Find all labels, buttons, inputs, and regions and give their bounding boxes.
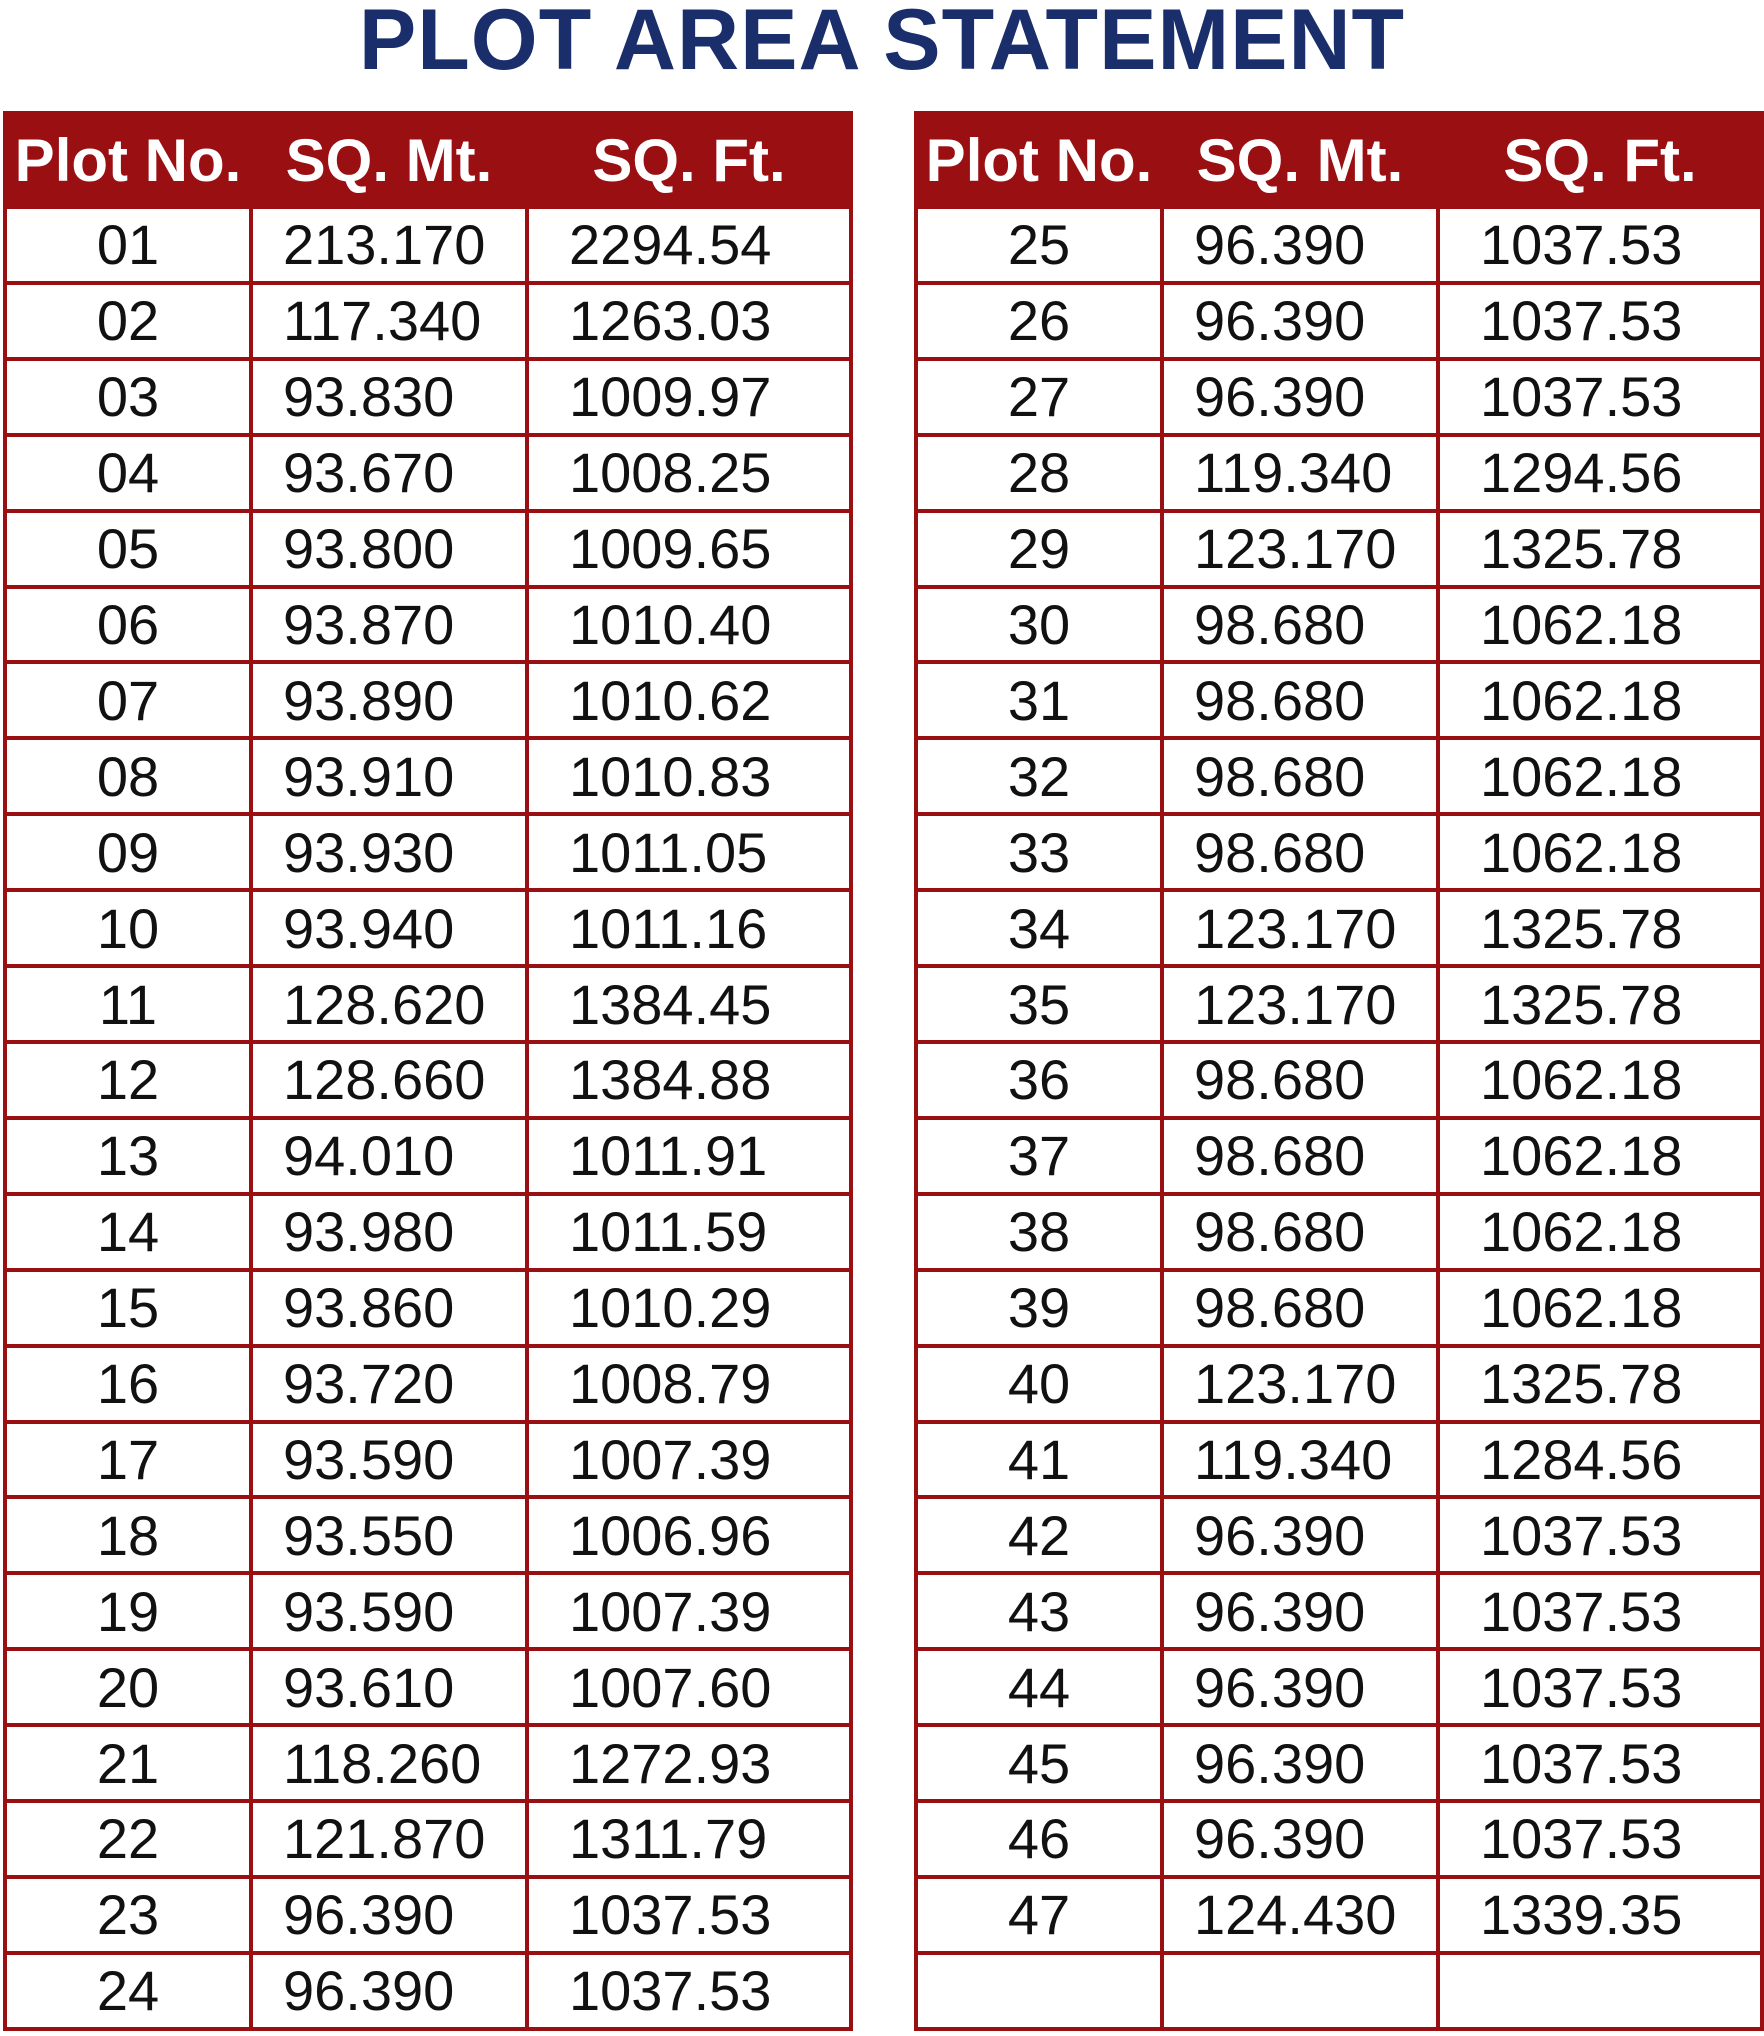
sq-ft-cell: 1011.91 — [527, 1118, 851, 1194]
plot-number-cell: 22 — [5, 1801, 251, 1877]
sq-ft-cell: 1037.53 — [1438, 359, 1762, 435]
table-row — [5, 814, 851, 890]
plot-number-cell: 25 — [916, 207, 1162, 283]
table-row — [5, 1194, 851, 1270]
plot-number-cell: 09 — [5, 814, 251, 890]
table-row — [5, 1573, 851, 1649]
table-row — [916, 890, 1762, 966]
sq-mt-cell: 96.390 — [1162, 1649, 1438, 1725]
plot-number-cell: 35 — [916, 966, 1162, 1042]
sq-ft-cell: 1062.18 — [1438, 738, 1762, 814]
sq-mt-cell: 119.340 — [1162, 435, 1438, 511]
table-row — [916, 966, 1762, 1042]
table-row — [916, 1649, 1762, 1725]
page-title: PLOT AREA STATEMENT — [358, 0, 1406, 88]
plot-number-cell: 41 — [916, 1422, 1162, 1498]
plot-number-cell: 40 — [916, 1346, 1162, 1422]
plot-number-cell: 30 — [916, 587, 1162, 663]
plot-number-cell: 20 — [5, 1649, 251, 1725]
sq-ft-cell: 1008.79 — [527, 1346, 851, 1422]
column-header-sq-ft: SQ. Ft. — [527, 113, 851, 207]
table-row — [916, 283, 1762, 359]
plot-number-cell: 43 — [916, 1573, 1162, 1649]
sq-ft-cell: 1037.53 — [1438, 207, 1762, 283]
plot-number-cell: 27 — [916, 359, 1162, 435]
sq-mt-cell: 93.890 — [251, 662, 527, 738]
sq-ft-cell: 1006.96 — [527, 1497, 851, 1573]
table-row — [916, 1346, 1762, 1422]
table-row — [916, 1497, 1762, 1573]
plot-number-cell: 26 — [916, 283, 1162, 359]
sq-mt-cell: 123.170 — [1162, 890, 1438, 966]
plot-number-cell: 13 — [5, 1118, 251, 1194]
plot-number-cell: 04 — [5, 435, 251, 511]
plot-number-cell: 31 — [916, 662, 1162, 738]
column-header-sq-mt: SQ. Mt. — [251, 113, 527, 207]
table-row — [916, 1118, 1762, 1194]
sq-mt-cell: 94.010 — [251, 1118, 527, 1194]
sq-mt-cell: 96.390 — [1162, 1801, 1438, 1877]
sq-ft-cell: 1011.59 — [527, 1194, 851, 1270]
table-row — [916, 1725, 1762, 1801]
sq-ft-cell: 1339.35 — [1438, 1877, 1762, 1953]
sq-ft-cell: 1010.83 — [527, 738, 851, 814]
sq-ft-cell: 1009.65 — [527, 511, 851, 587]
sq-mt-cell: 98.680 — [1162, 1042, 1438, 1118]
plot-number-cell: 17 — [5, 1422, 251, 1498]
plot-number-cell: 18 — [5, 1497, 251, 1573]
sq-ft-cell: 1062.18 — [1438, 587, 1762, 663]
sq-ft-cell: 1010.29 — [527, 1270, 851, 1346]
sq-mt-cell: 93.870 — [251, 587, 527, 663]
table-row — [916, 511, 1762, 587]
table-row — [5, 966, 851, 1042]
sq-ft-cell: 1384.45 — [527, 966, 851, 1042]
sq-mt-cell: 117.340 — [251, 283, 527, 359]
table-row — [5, 738, 851, 814]
plot-number-cell: 37 — [916, 1118, 1162, 1194]
table-header-row — [5, 113, 851, 207]
table-row — [5, 1346, 851, 1422]
sq-ft-cell: 1007.39 — [527, 1422, 851, 1498]
plot-number-cell: 34 — [916, 890, 1162, 966]
plot-number-cell: 24 — [5, 1953, 251, 2029]
table-row — [5, 359, 851, 435]
plot-number-cell: 23 — [5, 1877, 251, 1953]
sq-ft-cell: 1037.53 — [1438, 1497, 1762, 1573]
plot-number-cell: 05 — [5, 511, 251, 587]
table-row — [916, 1953, 1762, 2029]
sq-ft-cell: 1009.97 — [527, 359, 851, 435]
plot-number-cell: 42 — [916, 1497, 1162, 1573]
sq-mt-cell: 93.590 — [251, 1573, 527, 1649]
table-row — [5, 662, 851, 738]
sq-ft-cell: 1007.60 — [527, 1649, 851, 1725]
table-row — [5, 1877, 851, 1953]
plot-number-cell: 44 — [916, 1649, 1162, 1725]
table-row — [5, 890, 851, 966]
table-row — [916, 207, 1762, 283]
sq-mt-cell: 96.390 — [251, 1877, 527, 1953]
sq-mt-cell: 93.940 — [251, 890, 527, 966]
sq-mt-cell: 128.620 — [251, 966, 527, 1042]
plot-number-cell: 03 — [5, 359, 251, 435]
sq-ft-cell: 1010.40 — [527, 587, 851, 663]
sq-ft-cell: 1384.88 — [527, 1042, 851, 1118]
sq-ft-cell: 1037.53 — [1438, 1801, 1762, 1877]
plot-number-cell: 07 — [5, 662, 251, 738]
plot-number-cell: 32 — [916, 738, 1162, 814]
sq-mt-cell: 98.680 — [1162, 1194, 1438, 1270]
table-row — [916, 1270, 1762, 1346]
column-header-plot-no: Plot No. — [916, 113, 1162, 207]
sq-ft-cell: 1062.18 — [1438, 814, 1762, 890]
sq-ft-cell: 1062.18 — [1438, 1042, 1762, 1118]
table-row — [5, 1649, 851, 1725]
plot-number-cell: 38 — [916, 1194, 1162, 1270]
sq-mt-cell: 96.390 — [1162, 1725, 1438, 1801]
sq-mt-cell: 98.680 — [1162, 1118, 1438, 1194]
sq-mt-cell: 123.170 — [1162, 511, 1438, 587]
plot-number-cell: 06 — [5, 587, 251, 663]
sq-mt-cell: 96.390 — [1162, 207, 1438, 283]
sq-ft-cell: 1010.62 — [527, 662, 851, 738]
table-row — [916, 1573, 1762, 1649]
sq-ft-cell: 1062.18 — [1438, 1194, 1762, 1270]
table-row — [5, 587, 851, 663]
sq-ft-cell: 1272.93 — [527, 1725, 851, 1801]
sq-mt-cell: 93.550 — [251, 1497, 527, 1573]
sq-ft-cell: 1325.78 — [1438, 966, 1762, 1042]
sq-mt-cell: 93.670 — [251, 435, 527, 511]
table-row — [5, 1953, 851, 2029]
table-row — [916, 359, 1762, 435]
plot-number-cell: 01 — [5, 207, 251, 283]
column-header-sq-ft: SQ. Ft. — [1438, 113, 1762, 207]
sq-mt-cell: 123.170 — [1162, 966, 1438, 1042]
table-row — [5, 283, 851, 359]
sq-mt-cell: 93.830 — [251, 359, 527, 435]
table-row — [5, 435, 851, 511]
plot-number-cell: 08 — [5, 738, 251, 814]
table-row — [916, 1422, 1762, 1498]
sq-mt-cell: 118.260 — [251, 1725, 527, 1801]
table-row — [916, 435, 1762, 511]
sq-ft-cell: 1037.53 — [1438, 1573, 1762, 1649]
table-row — [916, 662, 1762, 738]
sq-mt-cell: 98.680 — [1162, 738, 1438, 814]
table-row — [916, 814, 1762, 890]
sq-mt-cell — [1162, 1953, 1438, 2029]
table-header-row — [916, 113, 1762, 207]
sq-ft-cell: 2294.54 — [527, 207, 851, 283]
plot-number-cell: 36 — [916, 1042, 1162, 1118]
plot-number-cell: 47 — [916, 1877, 1162, 1953]
sq-ft-cell: 1062.18 — [1438, 1118, 1762, 1194]
table-row — [916, 1801, 1762, 1877]
plot-number-cell: 45 — [916, 1725, 1162, 1801]
plot-number-cell: 10 — [5, 890, 251, 966]
sq-ft-cell: 1011.05 — [527, 814, 851, 890]
sq-mt-cell: 98.680 — [1162, 1270, 1438, 1346]
plot-table-right — [914, 111, 1764, 2031]
sq-mt-cell: 98.680 — [1162, 587, 1438, 663]
sq-mt-cell: 96.390 — [1162, 359, 1438, 435]
plot-number-cell: 21 — [5, 1725, 251, 1801]
plot-number-cell: 02 — [5, 283, 251, 359]
sq-mt-cell: 121.870 — [251, 1801, 527, 1877]
table-row — [916, 1877, 1762, 1953]
plot-number-cell: 14 — [5, 1194, 251, 1270]
sq-ft-cell: 1263.03 — [527, 283, 851, 359]
sq-ft-cell: 1284.56 — [1438, 1422, 1762, 1498]
table-row — [5, 1042, 851, 1118]
plot-number-cell: 15 — [5, 1270, 251, 1346]
sq-mt-cell: 123.170 — [1162, 1346, 1438, 1422]
plot-number-cell: 46 — [916, 1801, 1162, 1877]
sq-mt-cell: 93.930 — [251, 814, 527, 890]
sq-ft-cell: 1062.18 — [1438, 1270, 1762, 1346]
sq-ft-cell: 1325.78 — [1438, 1346, 1762, 1422]
table-row — [916, 1194, 1762, 1270]
plot-number-cell: 19 — [5, 1573, 251, 1649]
plot-table-left — [3, 111, 853, 2031]
sq-ft-cell: 1037.53 — [527, 1877, 851, 1953]
sq-ft-cell: 1037.53 — [1438, 1649, 1762, 1725]
table-row — [5, 1118, 851, 1194]
sq-ft-cell: 1037.53 — [1438, 283, 1762, 359]
table-row — [916, 1042, 1762, 1118]
plot-number-cell: 39 — [916, 1270, 1162, 1346]
sq-mt-cell: 93.590 — [251, 1422, 527, 1498]
sq-ft-cell: 1325.78 — [1438, 890, 1762, 966]
sq-mt-cell: 98.680 — [1162, 814, 1438, 890]
sq-mt-cell: 93.860 — [251, 1270, 527, 1346]
sq-ft-cell: 1325.78 — [1438, 511, 1762, 587]
column-header-sq-mt: SQ. Mt. — [1162, 113, 1438, 207]
sq-mt-cell: 93.910 — [251, 738, 527, 814]
sq-mt-cell: 213.170 — [251, 207, 527, 283]
plot-number-cell: 29 — [916, 511, 1162, 587]
sq-ft-cell: 1037.53 — [1438, 1725, 1762, 1801]
sq-ft-cell: 1294.56 — [1438, 435, 1762, 511]
sq-mt-cell: 119.340 — [1162, 1422, 1438, 1498]
sq-ft-cell: 1008.25 — [527, 435, 851, 511]
sq-ft-cell: 1037.53 — [527, 1953, 851, 2029]
plot-number-cell: 11 — [5, 966, 251, 1042]
plot-number-cell: 12 — [5, 1042, 251, 1118]
table-row — [916, 587, 1762, 663]
plot-number-cell: 16 — [5, 1346, 251, 1422]
sq-mt-cell: 93.800 — [251, 511, 527, 587]
sq-mt-cell: 96.390 — [251, 1953, 527, 2029]
sq-ft-cell — [1438, 1953, 1762, 2029]
sq-ft-cell: 1062.18 — [1438, 662, 1762, 738]
sq-mt-cell: 93.980 — [251, 1194, 527, 1270]
sq-mt-cell: 128.660 — [251, 1042, 527, 1118]
sq-mt-cell: 93.610 — [251, 1649, 527, 1725]
table-row — [5, 1725, 851, 1801]
plot-number-cell: 28 — [916, 435, 1162, 511]
sq-mt-cell: 96.390 — [1162, 283, 1438, 359]
table-row — [5, 1497, 851, 1573]
sq-mt-cell: 96.390 — [1162, 1573, 1438, 1649]
table-row — [5, 511, 851, 587]
table-row — [5, 1422, 851, 1498]
table-row — [5, 1801, 851, 1877]
column-header-plot-no: Plot No. — [5, 113, 251, 207]
table-row — [5, 1270, 851, 1346]
sq-mt-cell: 93.720 — [251, 1346, 527, 1422]
sq-mt-cell: 98.680 — [1162, 662, 1438, 738]
table-row — [5, 207, 851, 283]
sq-ft-cell: 1011.16 — [527, 890, 851, 966]
sq-mt-cell: 96.390 — [1162, 1497, 1438, 1573]
sq-ft-cell: 1007.39 — [527, 1573, 851, 1649]
plot-number-cell — [916, 1953, 1162, 2029]
sq-ft-cell: 1311.79 — [527, 1801, 851, 1877]
plot-number-cell: 33 — [916, 814, 1162, 890]
sq-mt-cell: 124.430 — [1162, 1877, 1438, 1953]
table-row — [916, 738, 1762, 814]
